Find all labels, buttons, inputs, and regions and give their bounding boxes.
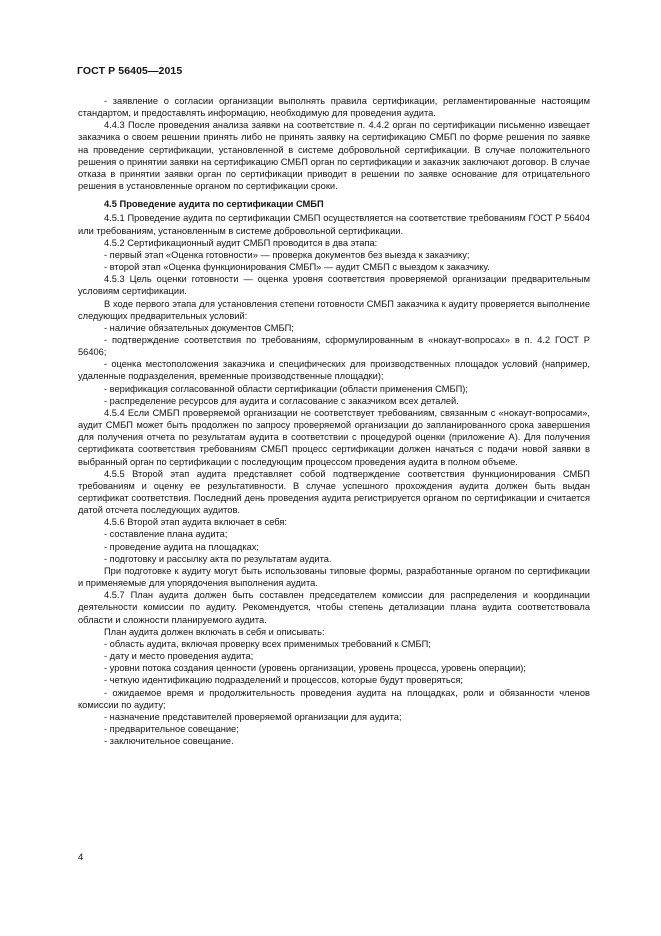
document-header: ГОСТ Р 56405—2015 [77, 65, 183, 77]
paragraph: 4.5.2 Сертификационный аудит СМБП проводится в два этапа: [104, 237, 378, 248]
list-item: - наличие обязательных документов СМБП; [104, 322, 294, 333]
page-number: 4 [78, 852, 84, 863]
list-item: - проведение аудита на площадках; [104, 541, 260, 552]
list-item: - подготовку и рассылку акта по результатам аудита. [104, 553, 332, 564]
paragraph: При подготовке к аудиту могут быть использованы типовые формы, разработанные органом по сертификации и применяемые для упорядочения выполнения аудита. [78, 565, 590, 589]
paragraph: - подтверждение соответствия по требованиям, сформулированным в «нокаут-вопросах» в п. 4.2 ГОСТ Р 56406; [78, 334, 590, 358]
list-item: - предварительное совещание; [104, 723, 239, 734]
list-item: - первый этап «Оценка готовности» — проверка документов без выезда к заказчику; [104, 249, 470, 260]
paragraph: В ходе первого этапа для установления степени готовности СМБП заказчика к аудиту проверяется выполнение следующих предварительных условий: [78, 298, 590, 321]
list-item: - четкую идентификацию подразделений и процессов, которые будут проверяться; [104, 675, 463, 686]
paragraph: 4.5.4 Если СМБП проверяемой организации не соответствует требованиям, связанным с «нокаут-вопросами», аудит СМБП может быть продолжен по запросу проверяемой организации до запланированного срока завершения для получения отчета по результатам аудита в соответствии с процедурой оценки (приложение А). Для получения сертификата соответствия требованиям СМБП процесс сертификации должен начаться с подачи новой заявки в выбранный орган по сертификации с последующим процессом проведения аудита в полном объеме. [78, 407, 590, 467]
paragraph: - оценка местоположения заказчика и специфических для производственных площадок условий (например, удаленные подразделения, временные производственные площадки); [78, 359, 590, 382]
paragraph: 4.5.6 Второй этап аудита включает в себя: [104, 517, 287, 528]
section-heading: 4.5 Проведение аудита по сертификации СМБП [104, 199, 324, 210]
list-item: - уровни потока создания ценности (уровень организации, уровень процесса, уровень операции); [104, 663, 526, 674]
list-item: - дату и место проведения аудита; [104, 651, 254, 662]
paragraph: 4.4.3 После проведения анализа заявки на соответствие п. 4.4.2 орган по сертификации письменно извещает заказчика о своем решении принять либо не принять заявку на сертификацию СМБП по форме решения по заявке на проведение сертификации, установленной в системе добровольной сертификации. В случае положительного решения о принятии заявки на сертификацию СМБП орган по сертификации и заказчик заключают договор. В случае отказа в принятии заявки орган по сертификации приводит в решении по заявке основание для отрицательного решения в установленные органом по сертификации сроки. [78, 120, 590, 192]
paragraph: План аудита должен включать в себя и описывать: [104, 626, 325, 637]
list-item: - верификация согласованной области сертификации (области применения СМБП); [104, 383, 468, 394]
paragraph: - заявление о согласии организации выполнять правила сертификации, регламентированные настоящим стандартом, и предоставлять информацию, необходимую для проведения аудита. [78, 96, 590, 119]
paragraph: 4.5.1 Проведение аудита по сертификации СМБП осуществляется на соответствие требованиям ГОСТ Р 56404 или требованиям, установленным в системе добровольной сертификации. [78, 213, 590, 236]
list-item: - второй этап «Оценка функционирования СМБП» — аудит СМБП с выездом к заказчику. [104, 262, 490, 273]
document-body [78, 95, 590, 747]
paragraph: - ожидаемое время и продолжительность проведения аудита на площадках, роли и обязанности членов комиссии по аудиту; [78, 687, 590, 710]
list-item: - область аудита, включая проверку всех применимых требований к СМБП; [104, 638, 431, 649]
list-item: - заключительное совещание. [104, 736, 234, 747]
list-item: - составление плана аудита; [104, 529, 228, 540]
list-item: - назначение представителей проверяемой организации для аудита; [104, 711, 402, 722]
list-item: - распределение ресурсов для аудита и согласование с заказчиком всех деталей. [104, 395, 459, 406]
paragraph: 4.5.3 Цель оценки готовности — оценка уровня соответствия проверяемой организации предварительным условиям сертификации. [78, 274, 590, 297]
paragraph: 4.5.7 План аудита должен быть составлен председателем комиссии для распределения и координации деятельности комиссии по аудиту. Рекомендуется, чтобы степень детализации плана аудита соответствовала области и сложности планируемого аудита. [78, 590, 590, 625]
paragraph: 4.5.5 Второй этап аудита представляет собой подтверждение соответствия функционирования СМБП требованиям и оценку ее результативности. В случае успешного прохождения аудита должен быть выдан сертификат соответствия. Последний день проведения аудита регистрируется органом по сертификации и считается датой отсчета последующих аудитов. [78, 468, 590, 516]
